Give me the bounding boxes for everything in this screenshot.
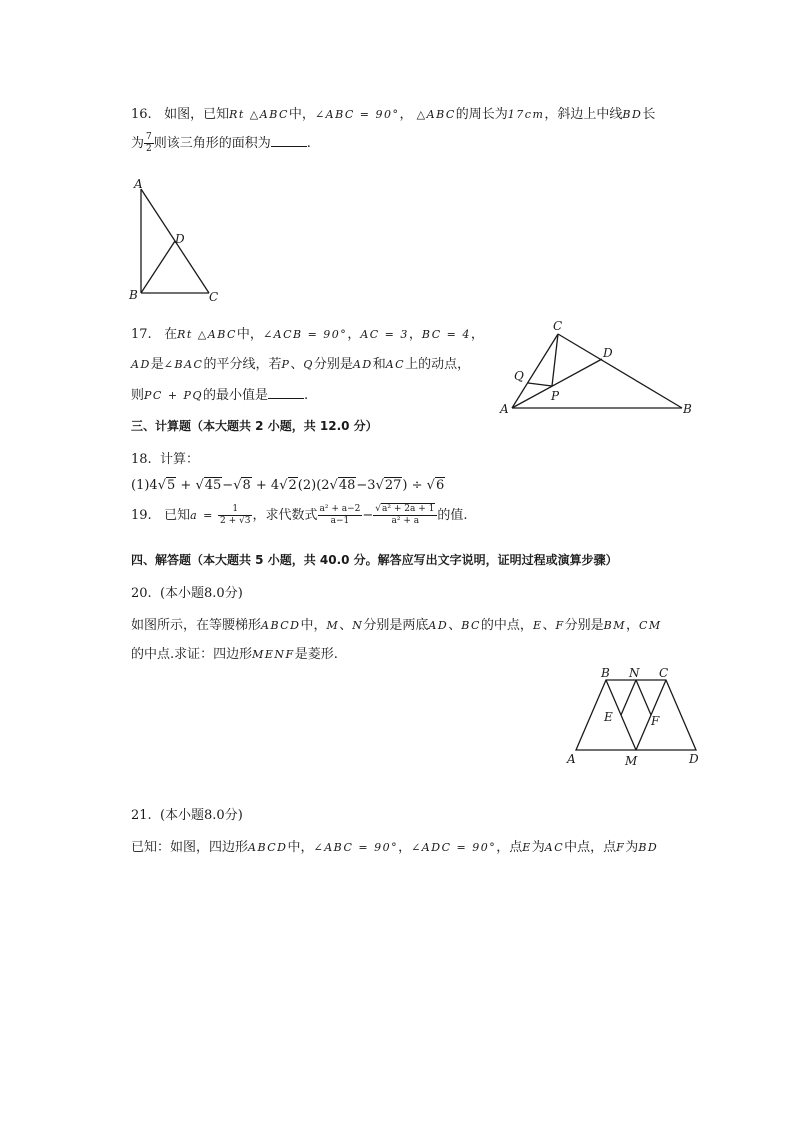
q20-number: 20. xyxy=(131,586,152,601)
section-3-title: 三、计算题（本大题共 2 小题，共 12.0 分） xyxy=(131,419,378,433)
q17-label-a: A xyxy=(500,402,509,416)
q20-header: 20. (本小题8.0分) xyxy=(131,586,243,601)
q17-line3: 则PC + PQ的最小值是 . xyxy=(131,388,309,403)
q16-label-d: D xyxy=(175,232,185,246)
q16-label-c: C xyxy=(209,290,219,304)
q20-label-n: N xyxy=(629,666,640,680)
q19-fraction-2: $\frac{\text{√a² + 2a + 1}}{\text{a² + a}}$ xyxy=(373,504,437,527)
q20-label-e: E xyxy=(604,710,613,724)
q20-label-c: C xyxy=(659,666,669,680)
q20-label-f: F xyxy=(651,714,660,728)
q17-side-cb xyxy=(558,334,682,408)
q19-fraction-1: $\frac{\text{a² + a−2}}{a-1}$ xyxy=(319,504,361,526)
q19-fraction-a: $\frac{1}{2 + √3}$ xyxy=(220,504,251,526)
q20-figure xyxy=(562,664,707,768)
q16-figure xyxy=(125,175,225,305)
q18-expression: (1)4√5 + √45−√8 + 4√2(2)(2√48−3√27) ÷ √6 xyxy=(131,478,445,493)
q17-answer-blank xyxy=(268,386,304,399)
q17-label-q: Q xyxy=(514,369,524,383)
q20-line2: 的中点.求证：四边形MENF是菱形. xyxy=(131,647,338,662)
q16-line2: 为 $\frac{7}{2}$ 则该三角形的面积为 . xyxy=(131,132,311,154)
q18-number: 18. xyxy=(131,452,152,467)
q18-title: 18. 计算： xyxy=(131,452,199,467)
q19-line: 19. 已知a = $\frac{1}{2 + √3}$ ，求代数式 $\frac{\text{a² + a−2}}{a-1}$ − $\frac{\text{√a² + 2a + 1}}{\text{a² + a}}$ 的值. xyxy=(131,504,468,526)
q16-label-a: A xyxy=(134,177,143,191)
q20-label-b: B xyxy=(601,666,610,680)
q17-line1: 17. 在Rt △ABC中，∠ACB = 90°，AC = 3，BC = 4， xyxy=(131,327,484,342)
q17-segment-pq xyxy=(528,383,552,386)
q16-median-bd xyxy=(141,241,175,293)
q16-number: 16. xyxy=(131,107,152,122)
q17-figure xyxy=(498,316,698,418)
q17-line2: AD是∠BAC的平分线，若P、Q分别是AD和AC上的动点， xyxy=(131,357,471,372)
q17-label-p: P xyxy=(551,389,560,403)
q16-answer-blank xyxy=(271,134,307,147)
q20-trapezoid xyxy=(576,680,696,750)
q16-label-b: B xyxy=(129,288,138,302)
q17-label-d: D xyxy=(603,346,613,360)
q20-label-m: M xyxy=(625,754,638,768)
q16-line1: 16. 如图，已知Rt △ABC中，∠ABC = 90°， △ABC的周长为17cm，斜边上中线BD长 xyxy=(131,107,656,122)
q16-fraction: $\frac{7}{2}$ xyxy=(146,132,152,154)
q20-label-d: D xyxy=(689,752,699,766)
q21-number: 21. xyxy=(131,808,152,823)
section-4-title: 四、解答题（本大题共 5 小题，共 40.0 分。解答应写出文字说明，证明过程或演算步骤） xyxy=(131,553,618,567)
q20-line1: 如图所示，在等腰梯形ABCD中，M、N分别是两底AD、BC的中点，E、F分别是BM，CM xyxy=(131,618,662,633)
q21-header: 21. (本小题8.0分) xyxy=(131,808,243,823)
q20-label-a: A xyxy=(567,752,576,766)
q19-number: 19. xyxy=(131,508,152,523)
q17-label-c: C xyxy=(553,319,563,333)
q17-number: 17. xyxy=(131,327,152,342)
q17-label-b: B xyxy=(683,402,692,416)
q20-segment-ne xyxy=(621,680,636,715)
q21-line1: 已知：如图，四边形ABCD中，∠ABC = 90°，∠ADC = 90°，点E为AC中点，点F为BD xyxy=(131,840,659,855)
q20-segment-nf xyxy=(636,680,651,715)
